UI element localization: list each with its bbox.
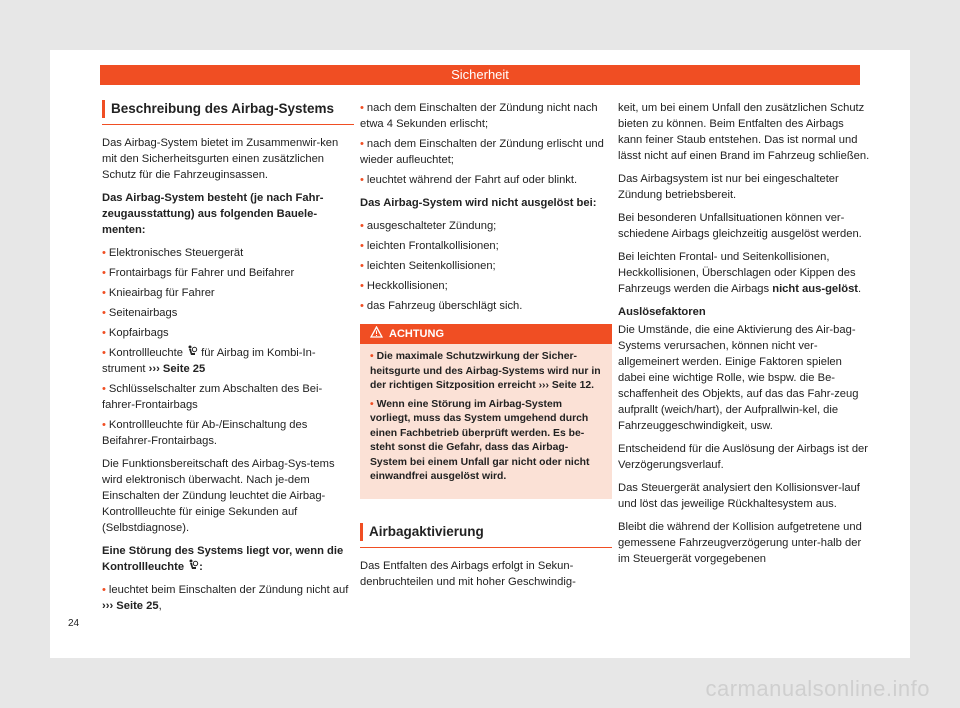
page-link[interactable]: ››› Seite 12	[538, 380, 592, 391]
chapter-title: Sicherheit	[451, 67, 509, 82]
warning-header: ACHTUNG	[360, 324, 612, 344]
warning-triangle-icon	[370, 326, 383, 338]
components-heading: Das Airbag-System besteht (je nach Fahr-zeugausstattung) aus folgenden Bauele-menten:	[102, 192, 324, 236]
list-item: • Heckkollisionen;	[360, 280, 448, 292]
section-title-rule	[102, 100, 354, 125]
readiness-paragraph: Die Funktionsbereitschaft des Airbag-Sys-tems wird elektronisch überwacht. Nach je-dem Einschalten der Zündung leuchtet die Airbag-Kontrollleuchte für einige Sekunden auf (Selbstdiagnose).	[102, 458, 335, 534]
warning-list	[360, 344, 612, 485]
column-2	[360, 100, 612, 597]
list-item: • Elektronisches Steuergerät	[102, 247, 244, 259]
page-number: 24	[68, 618, 80, 629]
list-item: • Seitenairbags	[102, 307, 178, 319]
list-item: • Die maximale Schutzwirkung der Sicher-heitsgurte und des Airbag-Systems wird nur in der richtigen Sitzposition erreicht ››› Seite 12.	[370, 351, 601, 391]
list-item: • Frontairbags für Fahrer und Beifahrer	[102, 267, 295, 279]
section-title-rule	[360, 523, 612, 548]
intro-paragraph: Das Airbag-System bietet im Zusammenwir-ken mit den Sicherheitsgurten einen zusätzlichen Schutz für die Fahrzeuginsassen.	[102, 137, 339, 181]
list-item: • leichten Seitenkollisionen;	[360, 260, 496, 272]
list-item: • Kontrollleuchte für Airbag im Kombi-In-strument ››› Seite 25	[102, 347, 316, 375]
section-title: Airbagaktivierung	[360, 523, 612, 541]
list-item: • Kontrollleuchte für Ab-/Einschaltung des Beifahrer-Frontairbags.	[102, 419, 308, 447]
chapter-header	[100, 65, 860, 85]
column-1	[102, 100, 354, 621]
list-item: • das Fahrzeug überschlägt sich.	[360, 300, 523, 312]
not-deployed-heading: Das Airbag-System wird nicht ausgelöst bei:	[360, 197, 597, 209]
paragraph: Entscheidend für die Auslösung der Airbags ist der Verzögerungsverlauf.	[618, 443, 869, 471]
page-link[interactable]: ››› Seite 25	[102, 600, 159, 612]
fault-list	[102, 582, 354, 614]
fault-list-continued	[360, 100, 612, 188]
list-item: • nach dem Einschalten der Zündung erlischt und wieder aufleuchtet;	[360, 138, 604, 166]
watermark: carmanualsonline.info	[705, 676, 930, 701]
airbag-warning-icon	[187, 559, 199, 571]
list-item: • Knieairbag für Fahrer	[102, 287, 215, 299]
trigger-heading: Auslösefaktoren	[618, 306, 706, 318]
list-item: • Wenn eine Störung im Airbag-System vorliegt, muss das System umgehend durch einen Fachbetrieb überprüft werden. Es be-steht sonst die Gefahr, dass das Airbag-System bei einem Unfall gar nicht oder nicht einwandfrei ausgelöst wird.	[370, 398, 590, 482]
paragraph: Bei besonderen Unfallsituationen können ver-schiedene Airbags gleichzeitig ausgelöst werden.	[618, 212, 862, 240]
airbag-warning-icon	[186, 345, 198, 357]
list-item: • Schlüsselschalter zum Abschalten des Bei-fahrer-Frontairbags	[102, 383, 323, 411]
list-item: • ausgeschalteter Zündung;	[360, 220, 497, 232]
paragraph: Bleibt die während der Kollision aufgetretene und gemessene Fahrzeugverzögerung unter-halb der im Steuergerät vorgegebenen	[618, 521, 862, 565]
paragraph: Die Umstände, die eine Aktivierung des Air-bag-Systems verursachen, können nicht ver-allgemeinert werden. Einige Faktoren spielen dabei eine wichtige Rolle, wie bspw. die Be-schaffenheit des Objekts, auf das das Fahr-zeug aufprallt (weich/hart), der Aufprallwin-kel, die Fahrzeuggeschwindigkeit, usw.	[618, 324, 859, 432]
list-item: • leuchtet beim Einschalten der Zündung nicht auf ››› Seite 25,	[102, 584, 349, 612]
list-item: • Kopfairbags	[102, 327, 169, 339]
components-list	[102, 245, 354, 449]
fault-heading: Eine Störung des Systems liegt vor, wenn die Kontrollleuchte :	[102, 545, 344, 573]
page-link[interactable]: ››› Seite 25	[148, 363, 206, 375]
list-item: • leichten Frontalkollisionen;	[360, 240, 499, 252]
paragraph: keit, um bei einem Unfall den zusätzlichen Schutz bieten zu können. Beim Entfalten des Airbags kann feiner Staub entstehen. Das ist normal und lässt nicht auf einen Brand im Fahrzeug schließen.	[618, 102, 870, 162]
not-deployed-list	[360, 218, 612, 314]
section-title: Beschreibung des Airbag-Systems	[102, 100, 354, 118]
warning-box	[360, 324, 612, 499]
list-item: • leuchtet während der Fahrt auf oder blinkt.	[360, 174, 578, 186]
paragraph: Bei leichten Frontal- und Seitenkollisionen, Heckkollisionen, Überschlagen oder Kippen des Fahrzeugs werden die Airbags nicht aus-gelöst.	[618, 251, 862, 295]
activation-paragraph: Das Entfalten des Airbags erfolgt in Sekun-denbruchteilen und mit hoher Geschwindig-	[360, 559, 576, 588]
list-item: • nach dem Einschalten der Zündung nicht nach etwa 4 Sekunden erlischt;	[360, 102, 598, 130]
paragraph: Das Airbagsystem ist nur bei eingeschalteter Zündung betriebsbereit.	[618, 173, 839, 201]
paragraph: Das Steuergerät analysiert den Kollisionsver-lauf und löst das jeweilige Rückhaltesystem aus.	[618, 482, 860, 510]
column-3	[618, 100, 870, 574]
